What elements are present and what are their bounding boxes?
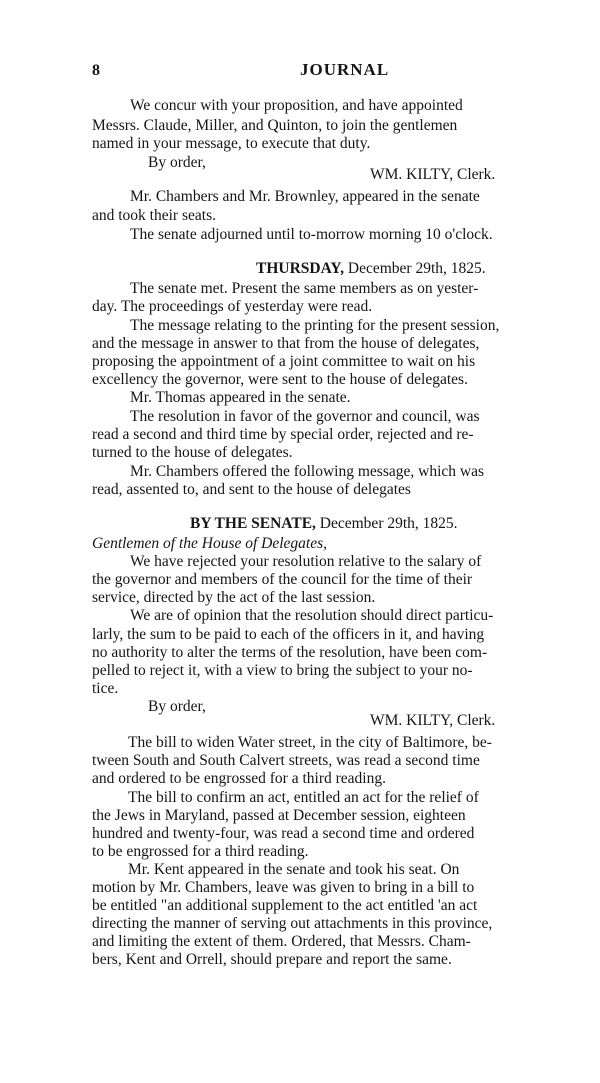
text-line: bers, Kent and Orrell, should prepare and report the same. [92,951,452,968]
text-line: Mr. Thomas appeared in the senate. [130,389,351,406]
clerk-signature: WM. KILTY, Clerk. [370,712,496,729]
heading-date: December 29th, 1825. [347,260,486,277]
salutation: Gentlemen of the House of Delegates, [92,535,328,552]
text-line: Messrs. Claude, Miller, and Quinton, to join the gentlemen [92,117,458,134]
text-line: We have rejected your resolution relative to the salary of [130,553,482,570]
text-line: proposing the appointment of a joint committee to wait on his [92,353,476,370]
text-line: named in your message, to execute that duty. [92,135,371,152]
text-line: and took their seats. [92,207,216,224]
text-line: service, directed by the act of the last session. [92,589,376,606]
text-line: read, assented to, and sent to the house of delegates [92,481,411,498]
text-line: The bill to widen Water street, in the city of Baltimore, be- [128,734,492,751]
text-line: be entitled "an additional supplement to the act entitled 'an act [92,897,478,914]
heading-date: December 29th, 1825. [319,515,458,532]
page-number: 8 [92,62,100,79]
text-line: We are of opinion that the resolution should direct particu- [130,607,494,624]
text-line: pelled to reject it, with a view to bring the subject to your no- [92,662,473,679]
clerk-signature: WM. KILTY, Clerk. [370,166,496,183]
text-line: The resolution in favor of the governor and council, was [130,408,480,425]
text-line: The senate met. Present the same members as on yester- [130,280,479,297]
text-line: read a second and third time by special order, rejected and re- [92,426,474,443]
text-line: no authority to alter the terms of the resolution, have been com- [92,644,488,661]
text-line: to be engrossed for a third reading. [92,843,309,860]
heading-title: BY THE SENATE, [190,515,316,532]
running-head: JOURNAL [300,60,390,79]
text-line: larly, the sum to be paid to each of the officers in it, and having [92,626,485,643]
text-line: directing the manner of serving out attachments in this province, [92,915,493,932]
text-line: and ordered to be engrossed for a third reading. [92,770,386,787]
text-line: The bill to confirm an act, entitled an act for the relief of [128,789,479,806]
text-line: excellency the governor, were sent to the house of delegates. [92,371,468,388]
text-line: We concur with your proposition, and have appointed [130,97,463,114]
text-line: turned to the house of delegates. [92,444,293,461]
date-heading [256,260,486,278]
text-line: the governor and members of the council for the time of their [92,571,473,588]
by-order: By order, [148,154,206,171]
text-line: day. The proceedings of yesterday were read. [92,298,373,315]
text-line: tween South and South Calvert streets, was read a second time [92,752,480,769]
text-line: The message relating to the printing for the present session, [130,317,500,334]
text-line: and the message in answer to that from the house of delegates, [92,335,480,352]
text-line: Mr. Kent appeared in the senate and took his seat. On [128,861,460,878]
text-line: the Jews in Maryland, passed at December session, eighteen [92,807,466,824]
text-line: and limiting the extent of them. Ordered, that Messrs. Cham- [92,933,471,950]
heading-day: THURSDAY, [256,260,345,277]
text-line: tice. [92,680,119,697]
text-line: Mr. Chambers offered the following message, which was [130,463,484,480]
by-order: By order, [148,698,206,715]
text-line: Mr. Chambers and Mr. Brownley, appeared in the senate [130,188,480,205]
text-line: hundred and twenty-four, was read a second time and ordered [92,825,475,842]
senate-heading [190,515,458,533]
text-line: The senate adjourned until to-morrow morning 10 o'clock. [130,226,493,243]
text-line: motion by Mr. Chambers, leave was given to bring in a bill to [92,879,475,896]
